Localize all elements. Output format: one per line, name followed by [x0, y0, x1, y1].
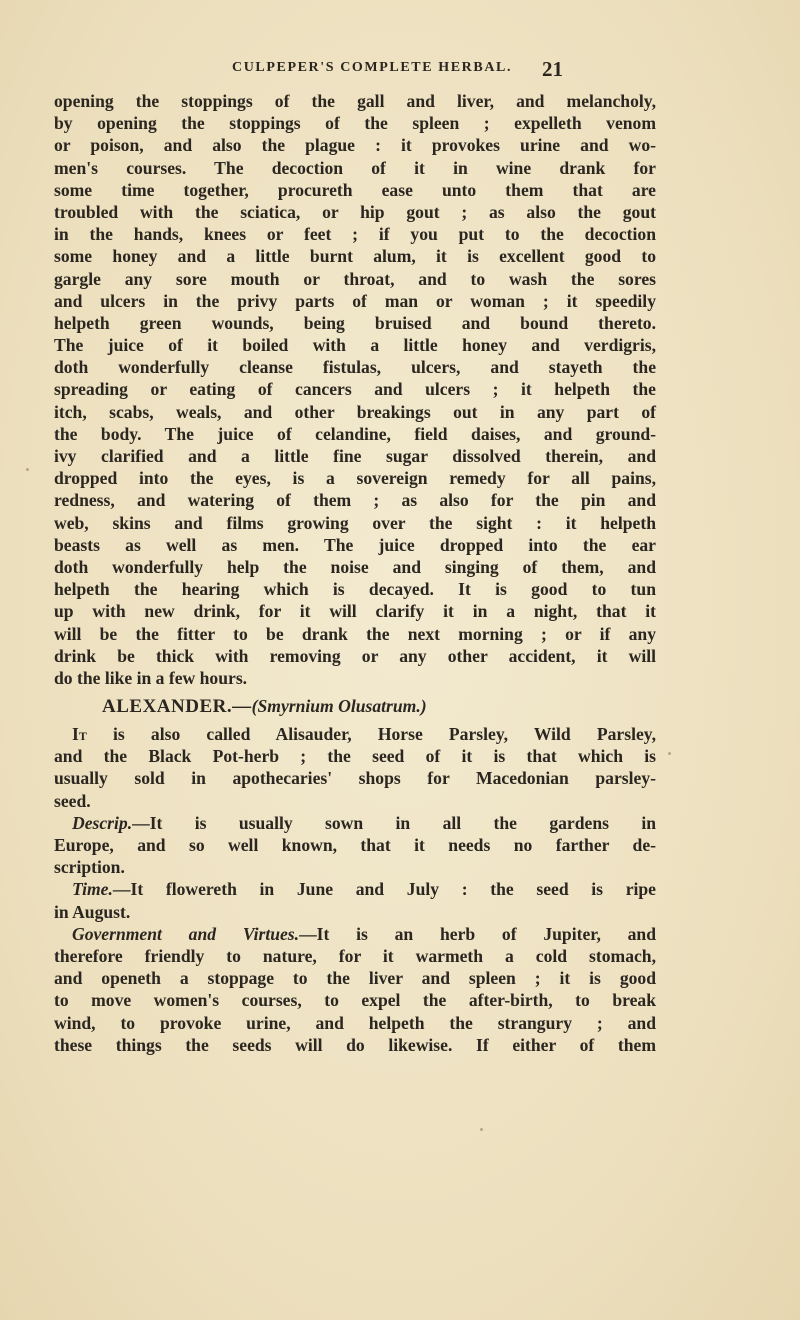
text-line [54, 878, 656, 900]
running-title: CULPEPER'S COMPLETE HERBAL. [232, 60, 513, 75]
text-line: some honey and a little burnt alum, it is excellent good to [54, 246, 656, 267]
line-lead: Descrip. [72, 812, 133, 833]
paper-speck [480, 1128, 483, 1131]
text-line [54, 923, 656, 945]
paper-speck [26, 468, 29, 471]
text-line: The juice of it boiled with a little honey and verdigris, [54, 335, 656, 356]
text-line: the body. The juice of celandine, field daises, and ground- [54, 423, 656, 444]
text-line: will be the fitter to be drank the next morning ; or if any [54, 623, 656, 644]
line-lead: Time. [72, 879, 113, 900]
section-heading-title: ALEXANDER.— [102, 696, 252, 718]
text-line: by opening the stoppings of the spleen ; expelleth venom [54, 113, 656, 134]
text-line: wind, to provoke urine, and helpeth the strangury ; and [54, 1012, 656, 1033]
text-line: up with new drink, for it will clarify it in a night, that it [54, 601, 656, 622]
text-line [54, 812, 656, 834]
text-line: ivy clarified and a little fine sugar dissolved therein, and [54, 446, 656, 466]
text-line: do the like in a few hours. [54, 667, 248, 688]
text-line: helpeth green wounds, being bruised and bound thereto. [54, 312, 656, 333]
text-line [54, 723, 656, 745]
text-line: in the hands, knees or feet ; if you put to the decoction [54, 224, 656, 245]
text-line: scription. [54, 857, 125, 878]
text-line: gargle any sore mouth or throat, and to wash the sores [54, 268, 656, 289]
text-line: helpeth the hearing which is decayed. It is good to tun [54, 579, 656, 600]
text-line: to move women's courses, to expel the after-birth, to break [54, 990, 656, 1011]
text-line: in August. [54, 901, 131, 922]
text-line: or poison, and also the plague : it provokes urine and wo- [54, 135, 656, 156]
line-rest: —It is usually sown in all the gardens in [132, 812, 656, 833]
text-line: doth wonderfully cleanse fistulas, ulcers, and stayeth the [54, 357, 656, 378]
text-line: some time together, procureth ease unto them that are [54, 179, 656, 200]
text-line: usually sold in apothecaries' shops for Macedonian parsley- [54, 768, 656, 789]
text-line: redness, and watering of them ; as also for the pin and [54, 490, 656, 511]
text-line: spreading or eating of cancers and ulcers ; it helpeth the [54, 379, 656, 400]
section-heading-latin: (Smyrnium Olusatrum.) [251, 696, 427, 717]
line-rest: is also called Alisauder, Horse Parsley, Wild Parsley, [86, 724, 656, 745]
line-lead: Government and Virtues. [72, 923, 300, 944]
section-heading [54, 689, 656, 723]
text-line: beasts as well as men. The juice dropped into the ear [54, 534, 656, 555]
paper-speck [668, 752, 671, 755]
text-line: troubled with the sciatica, or hip gout ; as also the gout [54, 201, 656, 222]
line-rest: —It is an herb of Jupiter, and [299, 923, 656, 944]
text-line: dropped into the eyes, is a sovereign remedy for all pains, [54, 468, 656, 489]
text-line: seed. [54, 790, 91, 811]
line-lead: It [72, 724, 87, 745]
text-line: therefore friendly to nature, for it warmeth a cold stomach, [54, 945, 656, 966]
line-rest: —It flowereth in June and July : the seed is ripe [112, 879, 656, 900]
text-line: men's courses. The decoction of it in wine drank for [54, 157, 656, 178]
text-line: drink be thick with removing or any other accident, it will [54, 645, 656, 666]
page-number: 21 [542, 57, 563, 81]
text-line: and ulcers in the privy parts of man or woman ; it speedily [54, 290, 656, 311]
text-line: and the Black Pot-herb ; the seed of it is that which is [54, 746, 656, 767]
text-line: these things the seeds will do likewise. If either of them [54, 1034, 656, 1055]
text-line: and openeth a stoppage to the liver and spleen ; it is good [54, 968, 656, 989]
text-line: web, skins and films growing over the sight : it helpeth [54, 512, 656, 533]
text-line: doth wonderfully help the noise and singing of them, and [54, 556, 656, 577]
text-line: opening the stoppings of the gall and liver, and melancholy, [54, 91, 656, 111]
text-line: Europe, and so well known, that it needs no farther de- [54, 835, 656, 855]
body-text [54, 90, 656, 1056]
text-line: itch, scabs, weals, and other breakings out in any part of [54, 401, 656, 422]
running-header [0, 57, 800, 84]
